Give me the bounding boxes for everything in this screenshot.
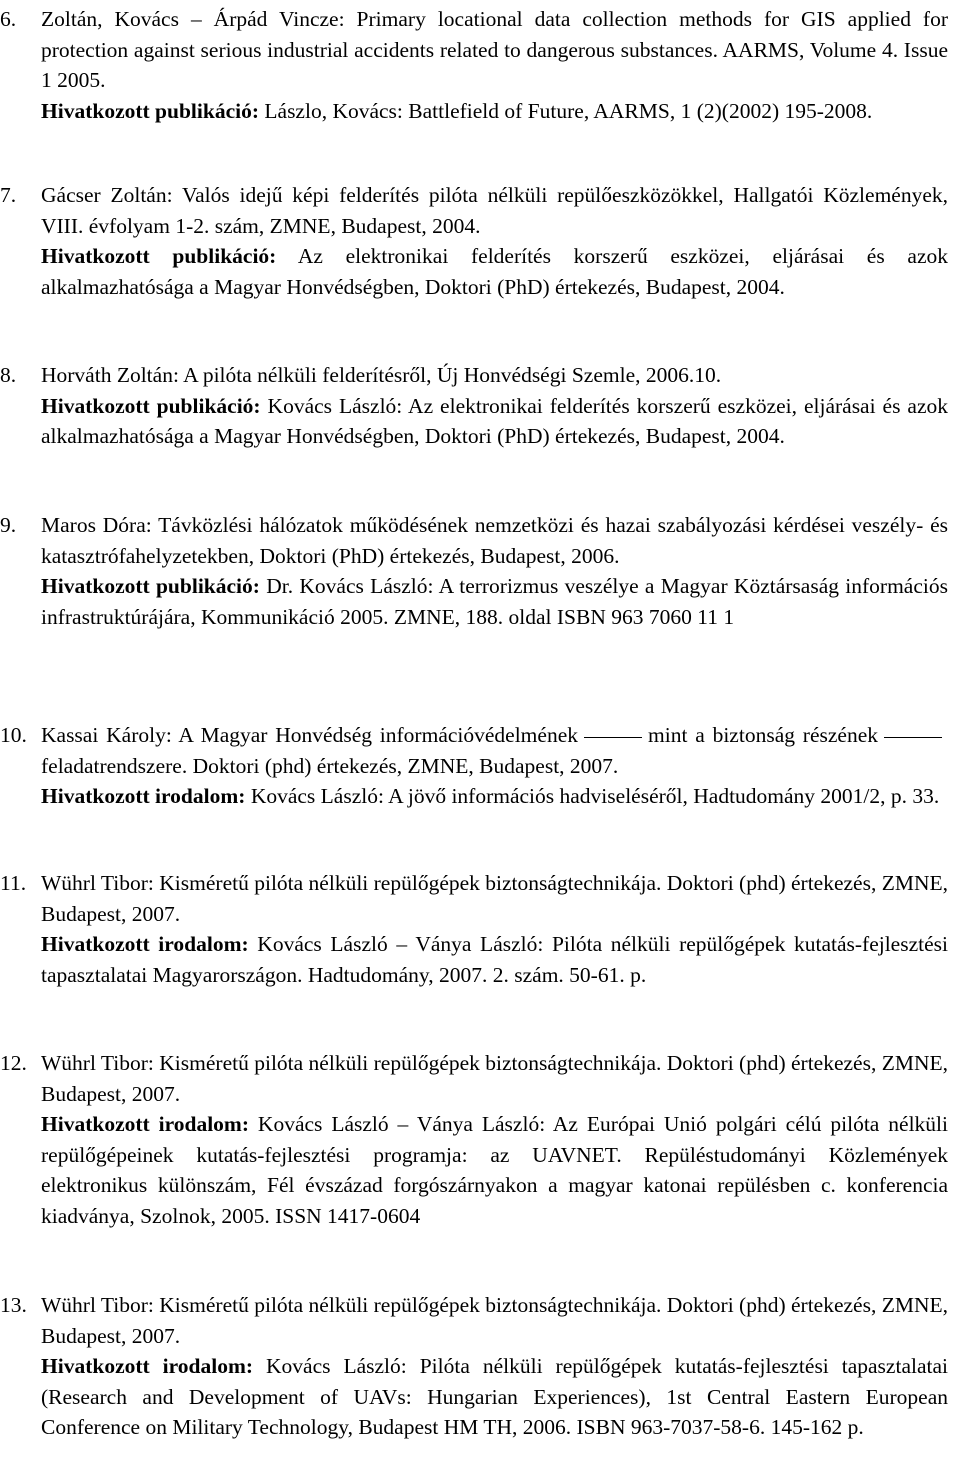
cited-label: Hivatkozott publikáció: <box>41 244 277 268</box>
reference-text: Maros Dóra: Távközlési hálózatok működésének nemzetközi és hazai szabályozási kérdései veszély- és katasztrófahelyzetekben, Doktori (PhD) értekezés, Budapest, 2006. <box>41 513 948 568</box>
reference-text: Zoltán, Kovács – Árpád Vincze: Primary locational data collection methods for GIS applied for protection against serious industrial accidents related to dangerous substances. AARMS, Volume 4. Issue 1 2005. <box>41 7 948 92</box>
reference-number: 8. <box>0 363 17 387</box>
em-dash-rule <box>584 737 642 738</box>
reference-body <box>41 1290 948 1443</box>
cited-text: Kovács László: A jövő információs hadviseléséről, Hadtudomány 2001/2, p. 33. <box>245 784 940 808</box>
reference-body <box>41 720 948 812</box>
reference-text-part: feladatrendszere. Doktori (phd) értekezés, ZMNE, Budapest, 2007. <box>41 753 619 778</box>
reference-item-9 <box>0 510 948 632</box>
cited-text: Kovács László – Ványa László: Pilóta nélküli repülőgépek kutatás-fejlesztési tapasztalatai Magyarországon. Hadtudomány, 2007. 2. szám. 50-61. p. <box>41 932 948 987</box>
cited-label: Hivatkozott irodalom: <box>41 1112 249 1136</box>
reference-body <box>41 360 948 452</box>
reference-body <box>41 180 948 302</box>
reference-number: 7. <box>0 183 17 207</box>
reference-item-7 <box>0 180 948 302</box>
reference-number: 12. <box>0 1051 27 1075</box>
cited-text: Dr. Kovács László: A terrorizmus veszélye a Magyar Köztársaság információs infrastruktúrájára, Kommunikáció 2005. ZMNE, 188. oldal ISBN 963 7060 11 1 <box>41 574 948 629</box>
reference-item-8 <box>0 360 948 452</box>
reference-body <box>41 868 948 990</box>
cited-label: Hivatkozott irodalom: <box>41 932 249 956</box>
cited-label: Hivatkozott publikáció: <box>41 393 261 418</box>
cited-publication <box>41 96 948 127</box>
reference-text: Wührl Tibor: Kisméretű pilóta nélküli repülőgépek biztonságtechnikája. Doktori (phd) értekezés, ZMNE, Budapest, 2007. <box>41 1293 948 1348</box>
cited-publication <box>41 1351 948 1443</box>
reference-text: Wührl Tibor: Kisméretű pilóta nélküli repülőgépek biztonságtechnikája. Doktori (phd) értekezés, ZMNE, Budapest, 2007. <box>41 871 948 926</box>
cited-label: Hivatkozott publikáció: <box>41 574 260 598</box>
reference-item-6 <box>0 4 948 126</box>
reference-text: Gácser Zoltán: Valós idejű képi felderítés pilóta nélküli repülőeszközökkel, Hallgatói Közlemények, VIII. évfolyam 1-2. szám, ZMNE, Budapest, 2004. <box>41 183 948 238</box>
cited-text: Az elektronikai felderítés korszerű eszközei, eljárásai és azok alkalmazhatósága a Magyar Honvédségben, Doktori (PhD) értekezés, Budapest, 2004. <box>41 244 948 299</box>
reference-number: 11. <box>0 871 27 895</box>
reference-item-11 <box>0 868 948 990</box>
reference-number: 13. <box>0 1293 27 1317</box>
cited-text: Kovács László: Az elektronikai felderítés korszerű eszközei, eljárásai és azok alkalmazhatósága a Magyar Honvédségben, Doktori (PhD) értekezés, Budapest, 2004. <box>41 393 948 448</box>
reference-text <box>41 720 948 781</box>
reference-number: 10. <box>0 723 27 747</box>
reference-number: 9. <box>0 513 17 537</box>
reference-item-13 <box>0 1290 948 1443</box>
reference-text-part: Kassai Károly: A Magyar Honvédség információvédelmének <box>41 723 578 747</box>
reference-body <box>41 1048 948 1231</box>
reference-item-12 <box>0 1048 948 1231</box>
cited-text: Kovács László: Pilóta nélküli repülőgépek kutatás-fejlesztési tapasztalatai (Research and Development of UAVs: Hungarian Experiences), 1st Central Eastern European Conference on Military Technology, Budapest HM TH, 2006. ISBN 963-7037-58-6. 145-162 p. <box>41 1354 948 1439</box>
cited-publication <box>41 929 948 990</box>
cited-publication <box>41 571 948 632</box>
cited-publication <box>41 781 948 812</box>
cited-text: Kovács László – Ványa László: Az Európai Unió polgári célú pilóta nélküli repülőgépeinek kutatás-fejlesztési programja: az UAVNET. Repüléstudományi Közlemények elektronikus különszám, Fél évszázad forgószárnyakon a magyar katonai repülésben c. konferencia kiadványa, Szolnok, 2005. ISSN 1417-0604 <box>41 1112 948 1228</box>
reference-body <box>41 4 948 126</box>
cited-label: Hivatkozott irodalom: <box>41 1354 254 1378</box>
reference-text: Wührl Tibor: Kisméretű pilóta nélküli repülőgépek biztonságtechnikája. Doktori (phd) értekezés, ZMNE, Budapest, 2007. <box>41 1051 948 1106</box>
reference-number: 6. <box>0 7 17 31</box>
reference-text: Horváth Zoltán: A pilóta nélküli felderítésről, Új Honvédségi Szemle, 2006.10. <box>41 363 722 387</box>
cited-publication <box>41 241 948 302</box>
cited-text: Lászlo, Kovács: Battlefield of Future, AARMS, 1 (2)(2002) 195-2008. <box>259 98 873 123</box>
em-dash-rule <box>884 737 942 738</box>
cited-publication <box>41 1109 948 1231</box>
reference-text-part: mint a biztonság részének <box>648 723 878 747</box>
reference-item-10 <box>0 720 948 812</box>
cited-label: Hivatkozott irodalom: <box>41 784 246 808</box>
cited-publication <box>41 391 948 452</box>
cited-label: Hivatkozott publikáció: <box>41 98 260 123</box>
reference-body <box>41 510 948 632</box>
